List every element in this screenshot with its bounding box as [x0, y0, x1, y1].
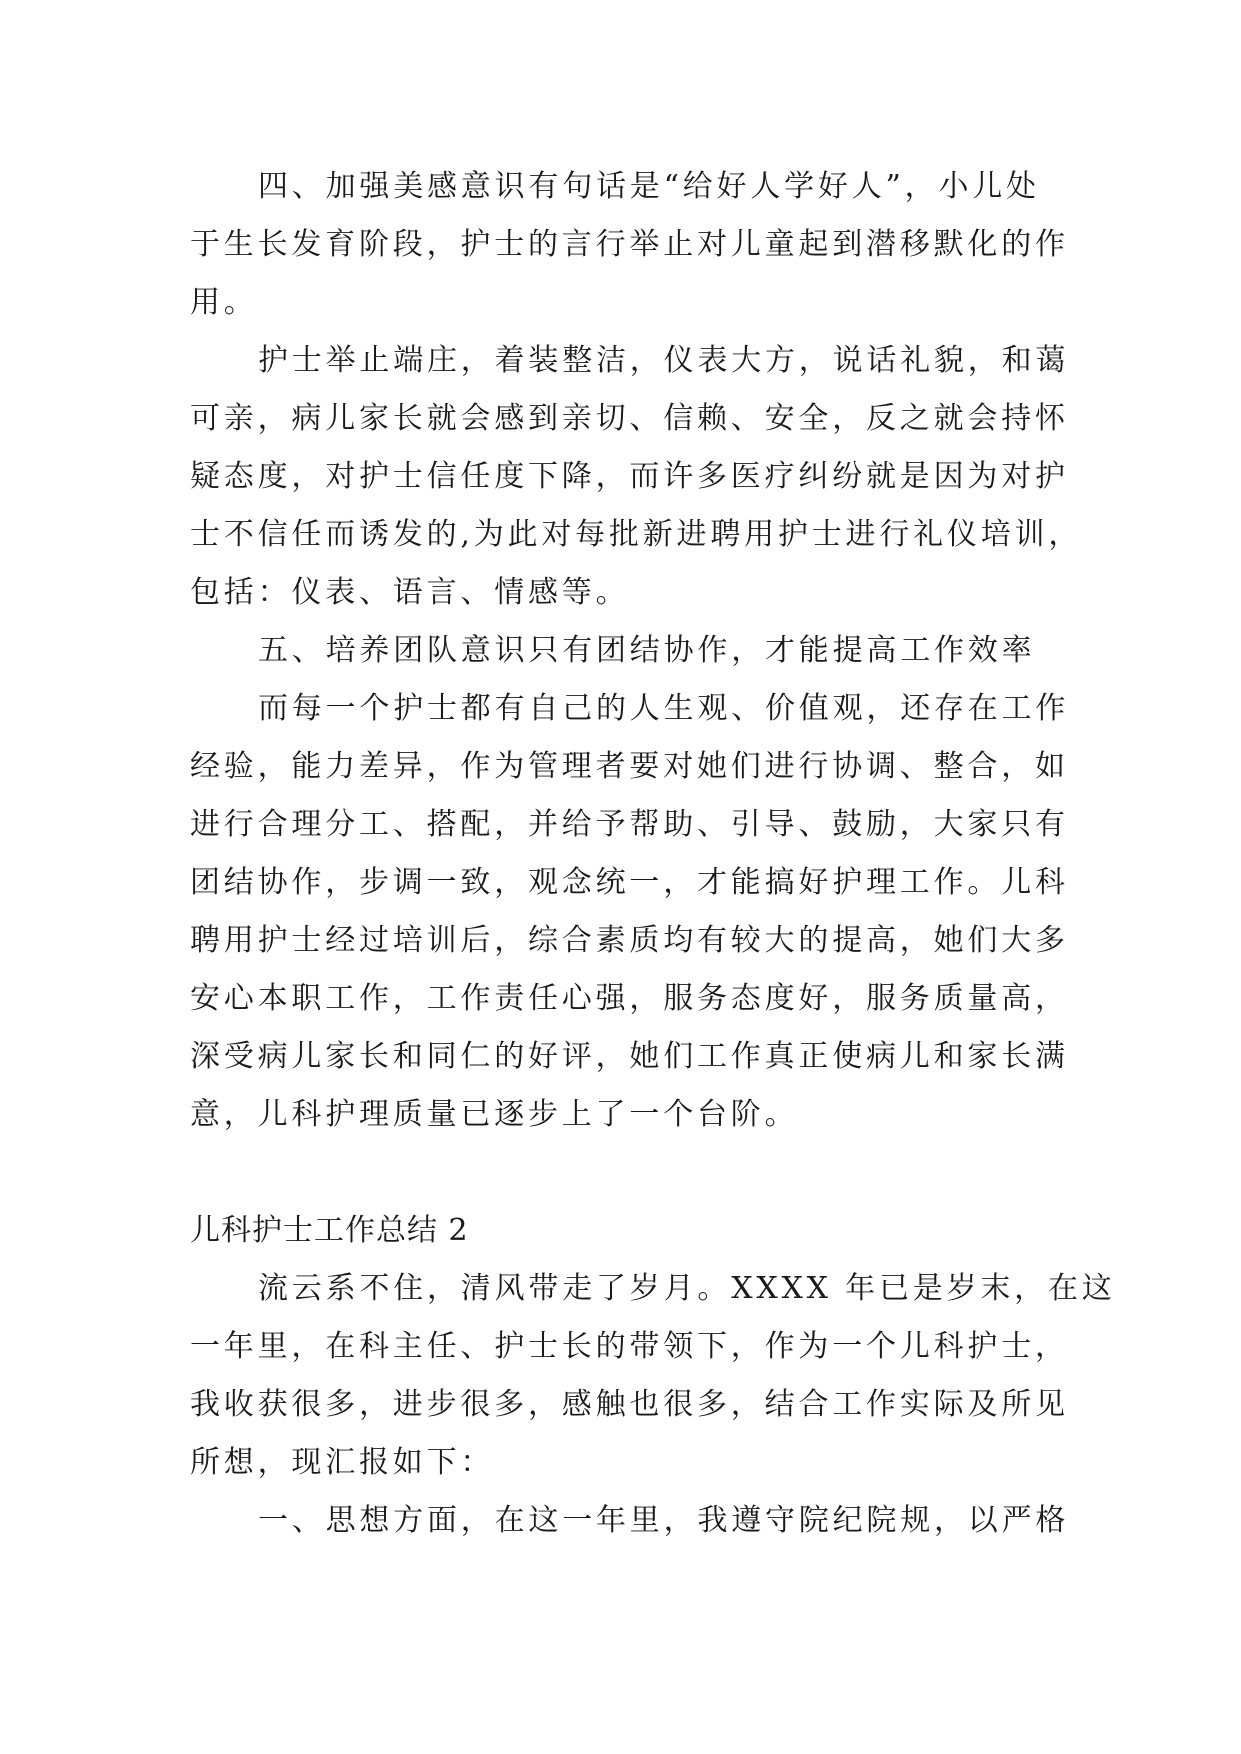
paragraph-line: 深受病儿家长和同仁的好评，她们工作真正使病儿和家长满 — [190, 1039, 1069, 1074]
section-gap — [190, 1144, 1055, 1202]
paragraph-line: 四、加强美感意识有句话是“给好人学好人”，小儿处 — [258, 169, 1040, 204]
paragraph-line: 意，儿科护理质量已逐步上了一个台阶。 — [190, 1097, 799, 1132]
paragraph-line: 而每一个护士都有自己的人生观、价值观，还存在工作 — [258, 691, 1070, 726]
paragraph-line: 一年里，在科主任、护士长的带领下，作为一个儿科护士， — [190, 1329, 1069, 1364]
paragraph-line: 所想，现汇报如下： — [190, 1445, 495, 1480]
paragraph-line: 用。 — [190, 285, 258, 320]
paragraph-line: 疑态度，对护士信任度下降，而许多医疗纠纷就是因为对护 — [190, 459, 1069, 494]
paragraph-line: 聘用护士经过培训后，综合素质均有较大的提高，她们大多 — [190, 923, 1069, 958]
paragraph-line: 我收获很多，进步很多，感触也很多，结合工作实际及所见 — [190, 1387, 1069, 1422]
paragraph-line: 五、培养团队意识只有团结协作，才能提高工作效率 — [258, 633, 1036, 668]
paragraph-line: 进行合理分工、搭配，并给予帮助、引导、鼓励，大家只有 — [190, 807, 1069, 842]
paragraph-line: 一、思想方面，在这一年里，我遵守院纪院规，以严格 — [258, 1503, 1070, 1538]
paragraph-line: 士不信任而诱发的,为此对每批新进聘用护士进行礼仪培训， — [190, 517, 1083, 552]
paragraph-line: 包括：仪表、语言、情感等。 — [190, 575, 630, 610]
paragraph-line: 团结协作，步调一致，观念统一，才能搞好护理工作。儿科 — [190, 865, 1069, 900]
paragraph-line: 流云系不住，清风带走了岁月。XXXX 年已是岁末，在这 — [258, 1271, 1116, 1306]
paragraph-line: 可亲，病儿家长就会感到亲切、信赖、安全，反之就会持怀 — [190, 401, 1069, 436]
paragraph-line: 于生长发育阶段，护士的言行举止对儿童起到潜移默化的作 — [190, 227, 1069, 262]
paragraph-line: 护士举止端庄，着装整洁，仪表大方，说话礼貌，和蔼 — [258, 343, 1070, 378]
paragraph-line: 经验，能力差异，作为管理者要对她们进行协调、整合，如 — [190, 749, 1069, 784]
section-heading: 儿科护士工作总结 2 — [190, 1213, 469, 1248]
document-body — [190, 158, 1116, 1550]
paragraph-line: 安心本职工作，工作责任心强，服务态度好，服务质量高， — [190, 981, 1069, 1016]
